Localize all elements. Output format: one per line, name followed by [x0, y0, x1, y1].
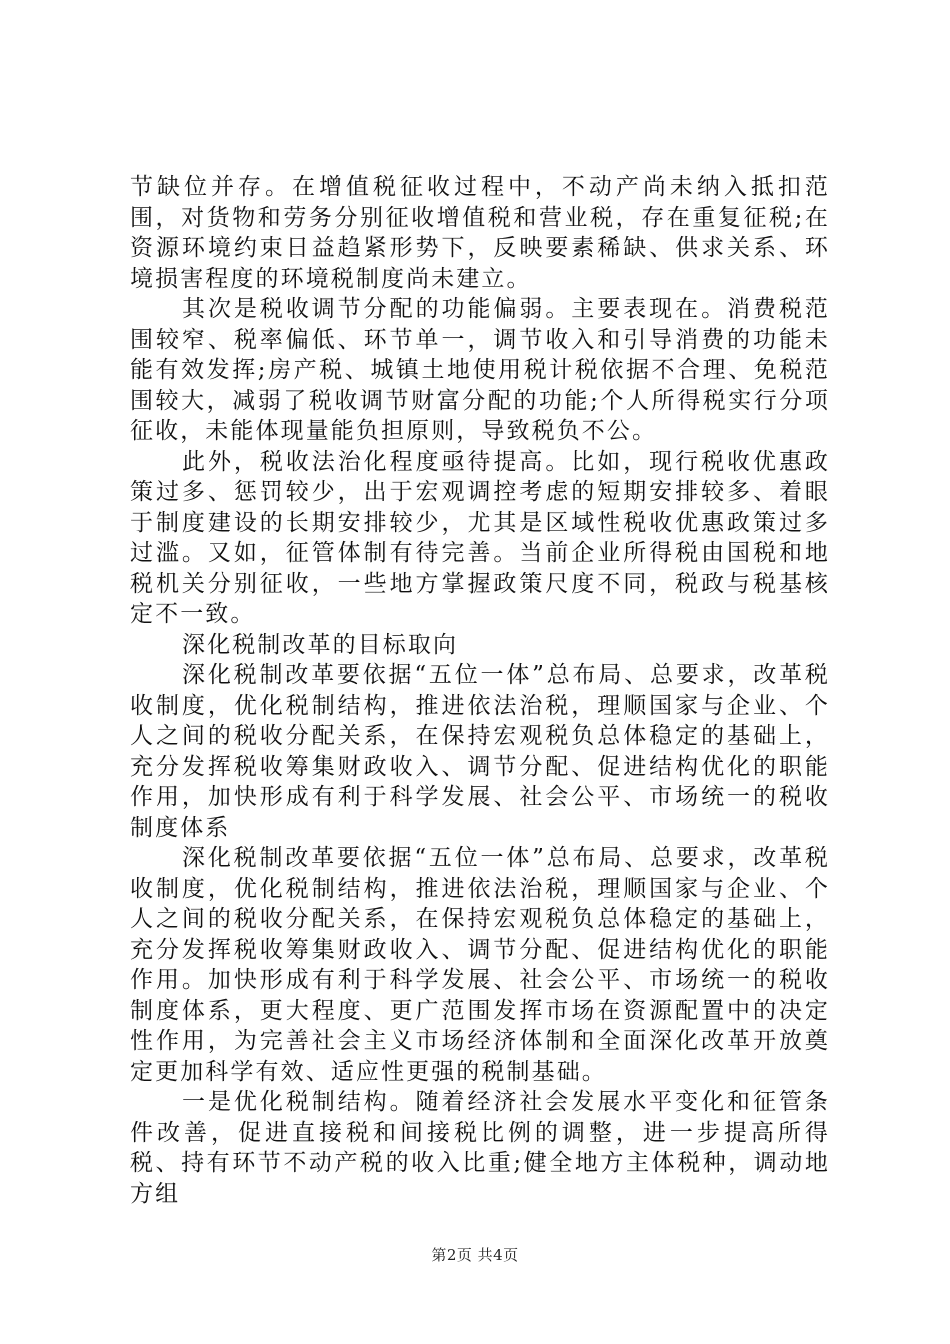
document-body [130, 172, 830, 1209]
paragraph-continuation: 节缺位并存。在增值税征收过程中，不动产尚未纳入抵扣范围，对货物和劳务分别征收增值税和营业税，存在重复征税;在资源环境约束日益趋紧形势下，反映要素稀缺、供求关系、环境损害程度的环境税制度尚未建立。 [130, 174, 830, 292]
paragraph-reform-basis-1: 深化税制改革要依据“五位一体”总布局、总要求，改革税收制度，优化税制结构，推进依法治税，理顺国家与企业、个人之间的税收分配关系，在保持宏观税负总体稳定的基础上，充分发挥税收筹集财政收入、调节分配、促进结构优化的职能作用，加快形成有利于科学发展、社会公平、市场统一的税收制度体系 [130, 662, 830, 841]
page-footer: 第2页 共4页 [431, 1246, 519, 1264]
paragraph-tax-rule-of-law: 此外，税收法治化程度亟待提高。比如，现行税收优惠政策过多、惩罚较少，出于宏观调控考虑的短期安排较多、着眼于制度建设的长期安排较少，尤其是区域性税收优惠政策过多过滥。又如，征管体制有待完善。当前企业所得税由国税和地税机关分别征收，一些地方掌握政策尺度不同，税政与税基核定不一致。 [130, 448, 830, 627]
paragraph-reform-basis-2: 深化税制改革要依据“五位一体”总布局、总要求，改革税收制度，优化税制结构，推进依法治税，理顺国家与企业、个人之间的税收分配关系，在保持宏观税负总体稳定的基础上，充分发挥税收筹集财政收入、调节分配、促进结构优化的职能作用。加快形成有利于科学发展、社会公平、市场统一的税收制度体系，更大程度、更广范围发挥市场在资源配置中的决定性作用，为完善社会主义市场经济体制和全面深化改革开放奠定更加科学有效、适应性更强的税制基础。 [130, 845, 830, 1085]
paragraph-tax-distribution: 其次是税收调节分配的功能偏弱。主要表现在。消费税范围较窄、税率偏低、环节单一，调节收入和引导消费的功能未能有效发挥;房产税、城镇土地使用税计税依据不合理、免税范围较大，减弱了税收调节财富分配的功能;个人所得税实行分项征收，未能体现量能负担原则，导致税负不公。 [130, 296, 830, 444]
section-heading-reform-goals: 深化税制改革的目标取向 [182, 631, 459, 658]
paragraph-optimize-structure: 一是优化税制结构。随着经济社会发展水平变化和征管条件改善，促进直接税和间接税比例的调整，进一步提高所得税、持有环节不动产税的收入比重;健全地方主体税种，调动地方组 [130, 1089, 830, 1207]
